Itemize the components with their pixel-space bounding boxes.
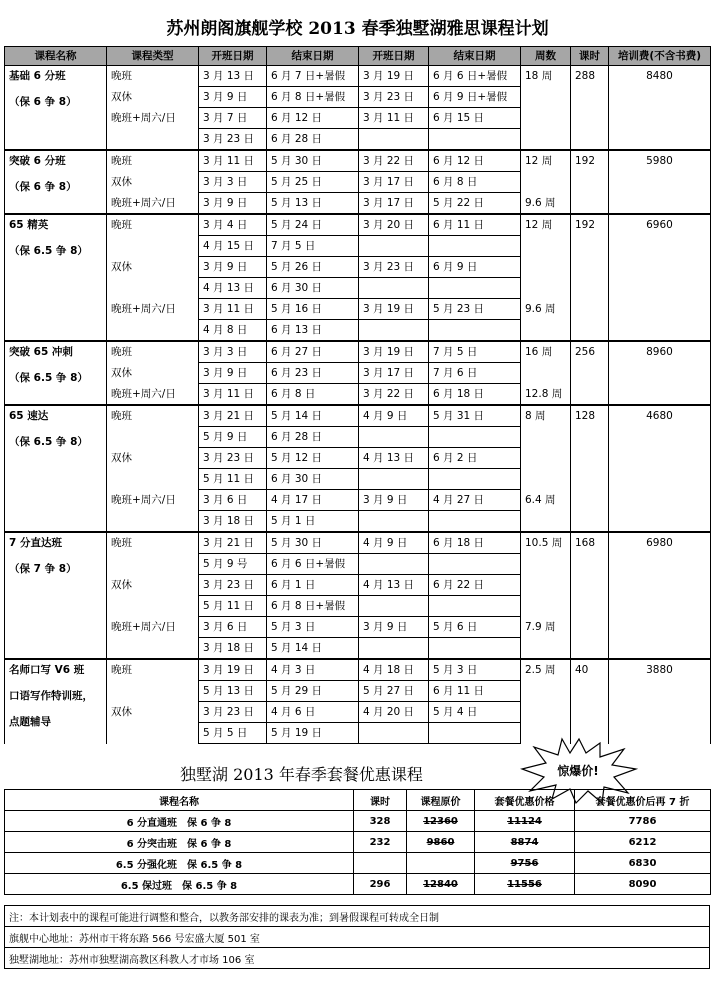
course-name-line: 基础 6 分班 (9, 70, 66, 82)
package-cell: 11556 (475, 874, 575, 895)
date-cell: 6 月 12 日 (429, 150, 521, 172)
package-cell: 6212 (575, 832, 711, 853)
date-cell: 6 月 1 日 (267, 575, 359, 596)
date-cell: 6 月 15 日 (429, 108, 521, 129)
fee-cell: 3880 (609, 659, 711, 744)
package-cell: 6.5 保过班 保 6.5 争 8 (5, 874, 354, 895)
weeks-cell: 7.9 周 (521, 617, 571, 638)
fee-cell: 8960 (609, 341, 711, 405)
package-cell: 296 (354, 874, 407, 895)
date-cell: 4 月 15 日 (199, 236, 267, 257)
date-cell: 5 月 4 日 (429, 702, 521, 723)
date-cell: 4 月 3 日 (267, 659, 359, 681)
date-cell: 5 月 1 日 (267, 511, 359, 533)
hours-cell: 40 (571, 659, 609, 744)
weeks-cell (521, 575, 571, 596)
package-header-cell: 课程名称 (5, 790, 354, 811)
date-cell: 3 月 9 日 (199, 363, 267, 384)
date-cell: 5 月 22 日 (429, 193, 521, 215)
date-cell: 7 月 5 日 (267, 236, 359, 257)
weeks-cell (521, 108, 571, 129)
date-cell: 3 月 19 日 (359, 66, 429, 87)
date-cell: 6 月 22 日 (429, 575, 521, 596)
date-cell: 3 月 11 日 (199, 299, 267, 320)
date-cell: 6 月 18 日 (429, 532, 521, 554)
date-cell (429, 236, 521, 257)
date-cell: 6 月 8 日 (429, 172, 521, 193)
class-type-cell: 晚班 (107, 341, 199, 363)
weeks-cell (521, 596, 571, 617)
date-cell (359, 278, 429, 299)
date-cell (429, 320, 521, 342)
date-cell: 5 月 14 日 (267, 405, 359, 427)
date-cell: 5 月 26 日 (267, 257, 359, 278)
date-cell: 6 月 6 日+暑假 (267, 554, 359, 575)
date-cell: 5 月 9 日 (199, 427, 267, 448)
hours-cell: 192 (571, 214, 609, 341)
course-name-cell (5, 405, 107, 532)
date-cell: 6 月 12 日 (267, 108, 359, 129)
weeks-cell: 10.5 周 (521, 532, 571, 554)
date-cell: 5 月 5 日 (199, 723, 267, 744)
date-cell: 3 月 18 日 (199, 511, 267, 533)
date-cell: 3 月 11 日 (199, 384, 267, 406)
weeks-cell (521, 702, 571, 723)
class-type-cell: 晚班+周六/日 (107, 193, 199, 215)
schedule-header-cell: 结束日期 (429, 47, 521, 66)
class-type-cell: 晚班 (107, 405, 199, 427)
date-cell: 4 月 9 日 (359, 405, 429, 427)
date-cell: 5 月 13 日 (267, 193, 359, 215)
class-type-cell (107, 427, 199, 448)
date-cell (359, 469, 429, 490)
package-title: 独墅湖 2013 年春季套餐优惠课程 (180, 765, 423, 784)
hours-cell: 288 (571, 66, 609, 151)
note-remark: 注：本计划表中的课程可能进行调整和整合，以教务部安排的课表为准；到暑假课程可转成全日制 (5, 906, 710, 927)
schedule-header-cell: 课程名称 (5, 47, 107, 66)
schedule-row (5, 150, 711, 172)
date-cell: 5 月 24 日 (267, 214, 359, 236)
course-name-line: 点题辅导 (9, 716, 51, 728)
package-cell: 12840 (407, 874, 475, 895)
schedule-row (5, 341, 711, 363)
date-cell: 6 月 27 日 (267, 341, 359, 363)
date-cell: 3 月 22 日 (359, 150, 429, 172)
package-cell (354, 853, 407, 874)
package-cell: 8090 (575, 874, 711, 895)
package-cell: 328 (354, 811, 407, 832)
course-name-line: 突破 6 分班 (9, 155, 66, 167)
date-cell: 6 月 8 日+暑假 (267, 596, 359, 617)
date-cell: 3 月 23 日 (199, 129, 267, 151)
date-cell: 3 月 3 日 (199, 172, 267, 193)
class-type-cell: 双休 (107, 702, 199, 723)
package-cell: 6830 (575, 853, 711, 874)
class-type-cell (107, 681, 199, 702)
hours-cell: 128 (571, 405, 609, 532)
date-cell: 6 月 9 日 (429, 257, 521, 278)
date-cell: 6 月 7 日+暑假 (267, 66, 359, 87)
date-cell: 6 月 28 日 (267, 129, 359, 151)
course-name-cell (5, 66, 107, 151)
date-cell: 4 月 13 日 (359, 448, 429, 469)
package-header-cell: 课时 (354, 790, 407, 811)
date-cell: 3 月 9 日 (199, 193, 267, 215)
date-cell: 3 月 6 日 (199, 490, 267, 511)
course-name-line: （保 6 争 8） (9, 96, 77, 108)
course-name-cell (5, 150, 107, 214)
schedule-header-cell: 课程类型 (107, 47, 199, 66)
class-type-cell (107, 469, 199, 490)
date-cell: 5 月 6 日 (429, 617, 521, 638)
fee-cell: 4680 (609, 405, 711, 532)
class-type-cell: 双休 (107, 363, 199, 384)
weeks-cell: 2.5 周 (521, 659, 571, 681)
date-cell (429, 596, 521, 617)
date-cell: 5 月 11 日 (199, 469, 267, 490)
date-cell: 3 月 19 日 (199, 659, 267, 681)
class-type-cell: 晚班+周六/日 (107, 490, 199, 511)
package-header-cell: 套餐优惠价格 (475, 790, 575, 811)
date-cell: 3 月 23 日 (199, 702, 267, 723)
date-cell: 7 月 5 日 (429, 341, 521, 363)
date-cell: 4 月 13 日 (359, 575, 429, 596)
date-cell: 3 月 3 日 (199, 341, 267, 363)
date-cell: 3 月 4 日 (199, 214, 267, 236)
date-cell: 3 月 21 日 (199, 532, 267, 554)
date-cell: 6 月 8 日+暑假 (267, 87, 359, 108)
date-cell: 5 月 3 日 (267, 617, 359, 638)
date-cell (429, 638, 521, 660)
date-cell: 5 月 12 日 (267, 448, 359, 469)
package-cell: 12360 (407, 811, 475, 832)
package-row (5, 832, 711, 853)
date-cell: 5 月 14 日 (267, 638, 359, 660)
package-header-cell: 课程原价 (407, 790, 475, 811)
package-cell: 6.5 分强化班 保 6.5 争 8 (5, 853, 354, 874)
weeks-cell: 12 周 (521, 214, 571, 236)
course-name-cell (5, 214, 107, 341)
date-cell: 4 月 13 日 (199, 278, 267, 299)
date-cell (429, 511, 521, 533)
date-cell: 3 月 22 日 (359, 384, 429, 406)
schedule-row (5, 532, 711, 554)
schedule-row (5, 66, 711, 87)
fee-cell: 8480 (609, 66, 711, 151)
date-cell: 3 月 23 日 (359, 87, 429, 108)
date-cell: 5 月 29 日 (267, 681, 359, 702)
package-cell: 8874 (475, 832, 575, 853)
date-cell: 3 月 20 日 (359, 214, 429, 236)
schedule-header-row (5, 47, 711, 66)
date-cell: 4 月 18 日 (359, 659, 429, 681)
weeks-cell (521, 278, 571, 299)
date-cell (429, 723, 521, 744)
weeks-cell (521, 236, 571, 257)
weeks-cell: 9.6 周 (521, 193, 571, 215)
date-cell: 6 月 6 日+暑假 (429, 66, 521, 87)
class-type-cell (107, 236, 199, 257)
date-cell: 6 月 18 日 (429, 384, 521, 406)
class-type-cell: 晚班 (107, 214, 199, 236)
date-cell: 3 月 23 日 (199, 575, 267, 596)
course-name-cell (5, 341, 107, 405)
date-cell: 6 月 28 日 (267, 427, 359, 448)
date-cell: 3 月 17 日 (359, 363, 429, 384)
date-cell: 3 月 9 日 (359, 617, 429, 638)
page-title: 苏州朗阁旗舰学校 2013 春季独墅湖雅思课程计划 (166, 19, 549, 39)
date-cell: 4 月 9 日 (359, 532, 429, 554)
course-name-line: 65 速达 (9, 410, 49, 422)
date-cell (359, 320, 429, 342)
class-type-cell: 晚班+周六/日 (107, 299, 199, 320)
schedule-row (5, 214, 711, 236)
date-cell: 6 月 13 日 (267, 320, 359, 342)
weeks-cell (521, 427, 571, 448)
course-name-line: 名师口写 V6 班 (9, 664, 85, 676)
hours-cell: 192 (571, 150, 609, 214)
date-cell: 5 月 11 日 (199, 596, 267, 617)
class-type-cell: 双休 (107, 172, 199, 193)
package-cell (407, 853, 475, 874)
course-name-line: （保 6.5 争 8） (9, 372, 88, 384)
class-type-cell (107, 723, 199, 744)
package-row (5, 853, 711, 874)
date-cell: 5 月 30 日 (267, 150, 359, 172)
course-name-cell (5, 659, 107, 744)
class-type-cell: 晚班 (107, 150, 199, 172)
date-cell: 3 月 21 日 (199, 405, 267, 427)
weeks-cell (521, 638, 571, 660)
date-cell: 4 月 27 日 (429, 490, 521, 511)
weeks-cell: 9.6 周 (521, 299, 571, 320)
date-cell: 5 月 19 日 (267, 723, 359, 744)
fee-cell: 5980 (609, 150, 711, 214)
package-cell: 6 分突击班 保 6 争 8 (5, 832, 354, 853)
weeks-cell (521, 448, 571, 469)
weeks-cell: 6.4 周 (521, 490, 571, 511)
date-cell: 5 月 16 日 (267, 299, 359, 320)
schedule-header-cell: 培训费(不含书费) (609, 47, 711, 66)
burst-label: 惊爆价! (557, 764, 599, 778)
date-cell (359, 596, 429, 617)
weeks-cell (521, 363, 571, 384)
package-row (5, 874, 711, 895)
date-cell (359, 236, 429, 257)
date-cell: 5 月 3 日 (429, 659, 521, 681)
date-cell: 3 月 6 日 (199, 617, 267, 638)
class-type-cell (107, 511, 199, 533)
course-name-cell (5, 532, 107, 659)
weeks-cell: 18 周 (521, 66, 571, 87)
date-cell: 3 月 9 日 (199, 257, 267, 278)
course-name-line: （保 7 争 8） (9, 563, 77, 575)
date-cell (429, 129, 521, 151)
class-type-cell (107, 129, 199, 151)
class-type-cell (107, 320, 199, 342)
hours-cell: 168 (571, 532, 609, 659)
date-cell: 5 月 13 日 (199, 681, 267, 702)
schedule-header-cell: 开班日期 (199, 47, 267, 66)
class-type-cell: 晚班 (107, 66, 199, 87)
date-cell (359, 129, 429, 151)
weeks-cell (521, 554, 571, 575)
package-header-row (5, 790, 711, 811)
package-cell: 7786 (575, 811, 711, 832)
date-cell: 6 月 8 日 (267, 384, 359, 406)
package-row (5, 811, 711, 832)
date-cell: 6 月 9 日+暑假 (429, 87, 521, 108)
weeks-cell (521, 87, 571, 108)
date-cell: 6 月 11 日 (429, 214, 521, 236)
weeks-cell: 12 周 (521, 150, 571, 172)
fee-cell: 6980 (609, 532, 711, 659)
package-cell: 6 分直通班 保 6 争 8 (5, 811, 354, 832)
date-cell: 6 月 23 日 (267, 363, 359, 384)
note-flagship-address: 旗舰中心地址：苏州市干将东路 566 号宏盛大厦 501 室 (5, 927, 710, 948)
date-cell: 3 月 18 日 (199, 638, 267, 660)
date-cell: 3 月 9 日 (359, 490, 429, 511)
date-cell: 6 月 2 日 (429, 448, 521, 469)
date-cell: 5 月 31 日 (429, 405, 521, 427)
course-name-line: 口语写作特训班， (9, 690, 93, 702)
date-cell (359, 638, 429, 660)
date-cell: 3 月 11 日 (359, 108, 429, 129)
date-cell: 5 月 25 日 (267, 172, 359, 193)
date-cell: 3 月 17 日 (359, 193, 429, 215)
schedule-row (5, 659, 711, 681)
date-cell: 5 月 27 日 (359, 681, 429, 702)
package-cell: 9756 (475, 853, 575, 874)
weeks-cell (521, 172, 571, 193)
date-cell: 6 月 30 日 (267, 278, 359, 299)
weeks-cell: 16 周 (521, 341, 571, 363)
date-cell (429, 469, 521, 490)
weeks-cell (521, 511, 571, 533)
schedule-row (5, 405, 711, 427)
date-cell: 4 月 8 日 (199, 320, 267, 342)
date-cell (429, 427, 521, 448)
package-table (4, 789, 711, 895)
date-cell (359, 427, 429, 448)
date-cell: 3 月 9 日 (199, 87, 267, 108)
class-type-cell: 双休 (107, 575, 199, 596)
date-cell (359, 723, 429, 744)
course-name-line: （保 6 争 8） (9, 181, 77, 193)
date-cell: 3 月 23 日 (359, 257, 429, 278)
course-name-line: （保 6.5 争 8） (9, 436, 88, 448)
weeks-cell: 12.8 周 (521, 384, 571, 406)
date-cell: 3 月 13 日 (199, 66, 267, 87)
package-cell: 11124 (475, 811, 575, 832)
weeks-cell (521, 129, 571, 151)
schedule-header-cell: 结束日期 (267, 47, 359, 66)
class-type-cell (107, 596, 199, 617)
date-cell: 4 月 17 日 (267, 490, 359, 511)
class-type-cell: 晚班+周六/日 (107, 617, 199, 638)
note-dushuhu-address: 独墅湖地址：苏州市独墅湖高教区科教人才市场 106 室 (5, 948, 710, 969)
date-cell: 4 月 6 日 (267, 702, 359, 723)
schedule-header-cell: 周数 (521, 47, 571, 66)
date-cell: 3 月 19 日 (359, 299, 429, 320)
schedule-table (4, 46, 711, 744)
course-name-line: 65 精英 (9, 219, 49, 231)
course-name-line: 7 分直达班 (9, 537, 62, 549)
date-cell: 3 月 11 日 (199, 150, 267, 172)
weeks-cell (521, 320, 571, 342)
course-name-line: （保 6.5 争 8） (9, 245, 88, 257)
date-cell (359, 511, 429, 533)
date-cell: 3 月 19 日 (359, 341, 429, 363)
hours-cell: 256 (571, 341, 609, 405)
class-type-cell: 晚班+周六/日 (107, 108, 199, 129)
date-cell: 6 月 11 日 (429, 681, 521, 702)
fee-cell: 6960 (609, 214, 711, 341)
date-cell: 3 月 17 日 (359, 172, 429, 193)
date-cell: 7 月 6 日 (429, 363, 521, 384)
date-cell: 3 月 23 日 (199, 448, 267, 469)
class-type-cell: 晚班+周六/日 (107, 384, 199, 406)
class-type-cell: 双休 (107, 87, 199, 108)
schedule-header-cell: 课时 (571, 47, 609, 66)
class-type-cell: 晚班 (107, 659, 199, 681)
class-type-cell: 晚班 (107, 532, 199, 554)
package-cell: 9860 (407, 832, 475, 853)
date-cell (429, 554, 521, 575)
weeks-cell (521, 681, 571, 702)
notes-table (4, 905, 710, 969)
class-type-cell (107, 278, 199, 299)
class-type-cell: 双休 (107, 257, 199, 278)
schedule-header-cell: 开班日期 (359, 47, 429, 66)
date-cell (429, 278, 521, 299)
package-header-cell: 套餐优惠价后再 7 折 (575, 790, 711, 811)
date-cell: 6 月 30 日 (267, 469, 359, 490)
package-cell: 232 (354, 832, 407, 853)
date-cell: 4 月 20 日 (359, 702, 429, 723)
class-type-cell: 双休 (107, 448, 199, 469)
date-cell: 5 月 23 日 (429, 299, 521, 320)
date-cell (359, 554, 429, 575)
class-type-cell (107, 638, 199, 660)
class-type-cell (107, 554, 199, 575)
weeks-cell (521, 257, 571, 278)
date-cell: 5 月 9 号 (199, 554, 267, 575)
course-name-line: 突破 65 冲刺 (9, 346, 73, 358)
date-cell: 5 月 30 日 (267, 532, 359, 554)
date-cell: 3 月 7 日 (199, 108, 267, 129)
weeks-cell (521, 469, 571, 490)
weeks-cell: 8 周 (521, 405, 571, 427)
